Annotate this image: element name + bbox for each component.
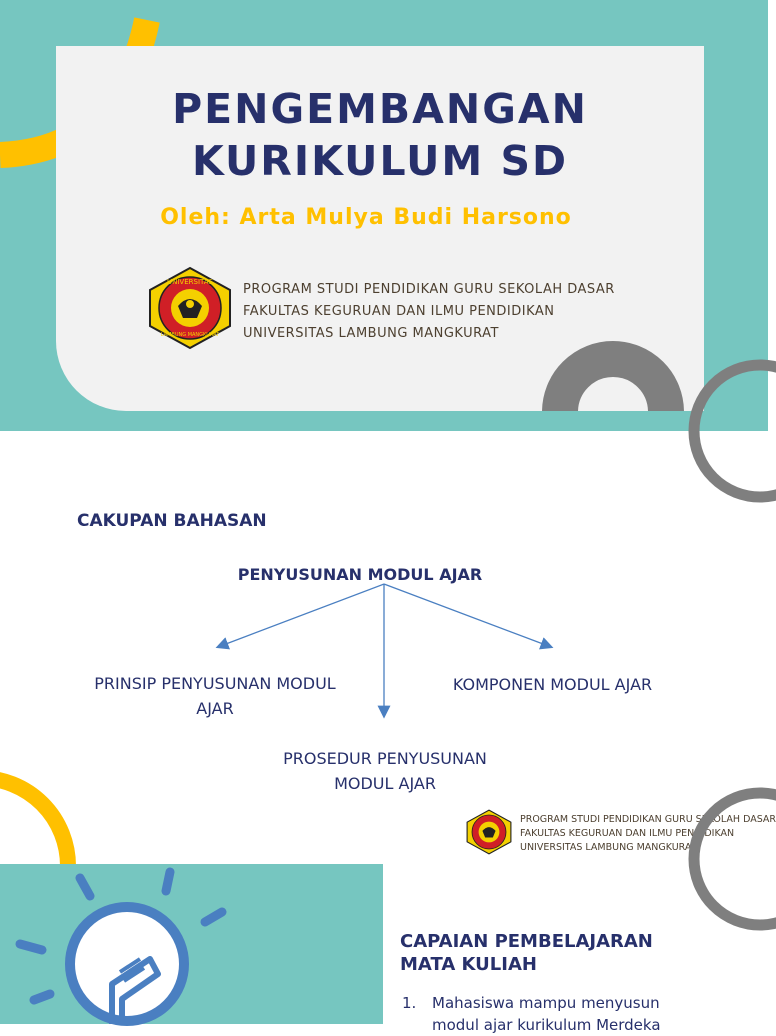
arrow-right xyxy=(384,584,551,647)
institution-small-line-2: FAKULTAS KEGURUAN DAN ILMU PENDIDIKAN xyxy=(520,828,735,839)
title-line-2: KURIKULUM SD xyxy=(191,137,569,185)
scope-heading: CAKUPAN BAHASAN xyxy=(77,511,267,531)
bottom-node-line-1: PROSEDUR PENYUSUNAN xyxy=(283,749,487,768)
institution-small-line-3: UNIVERSITAS LAMBUNG MANGKURAT xyxy=(520,842,697,853)
left-node xyxy=(70,671,360,721)
university-logo-small xyxy=(464,809,514,855)
logo-text-top: UNIVERSITAS xyxy=(167,278,213,286)
logo-text-bottom: LAMBUNG MANGKURAT xyxy=(160,332,220,338)
outcomes-heading xyxy=(400,930,700,976)
bottom-node xyxy=(240,746,530,796)
scope-slide-decor xyxy=(0,431,768,864)
outcomes-slide xyxy=(0,864,768,1034)
author-line: Oleh: Arta Mulya Budi Harsono xyxy=(160,205,572,230)
list-item-text: Mahasiswa mampu menyusun modul ajar kurikulum Merdeka xyxy=(432,994,661,1034)
lightbulb-icon xyxy=(20,872,222,1024)
arrow-left xyxy=(218,584,384,647)
title-slide xyxy=(0,0,768,431)
institution-line-2: FAKULTAS KEGURUAN DAN ILMU PENDIDIKAN xyxy=(243,304,555,319)
institution-line-3: UNIVERSITAS LAMBUNG MANGKURAT xyxy=(243,326,499,341)
left-node-line-2: AJAR xyxy=(196,699,234,718)
title-line-1: PENGEMBANGAN xyxy=(172,85,588,133)
outcomes-heading-line-1: CAPAIAN PEMBELAJARAN xyxy=(400,931,653,952)
left-node-line-1: PRINSIP PENYUSUNAN MODUL xyxy=(94,674,336,693)
root-node: PENYUSUNAN MODUL AJAR xyxy=(237,565,483,584)
list-item-number: 1. xyxy=(402,994,417,1012)
institution-line-1: PROGRAM STUDI PENDIDIKAN GURU SEKOLAH DASAR xyxy=(243,282,615,297)
institution-small-line-1: PROGRAM STUDI PENDIDIKAN GURU SEKOLAH DASAR xyxy=(520,814,776,825)
right-node: KOMPONEN MODUL AJAR xyxy=(452,675,653,694)
bottom-node-line-2: MODUL AJAR xyxy=(334,774,436,793)
scope-slide xyxy=(0,431,776,864)
outcomes-heading-line-2: MATA KULIAH xyxy=(400,954,537,975)
university-logo xyxy=(145,266,235,350)
